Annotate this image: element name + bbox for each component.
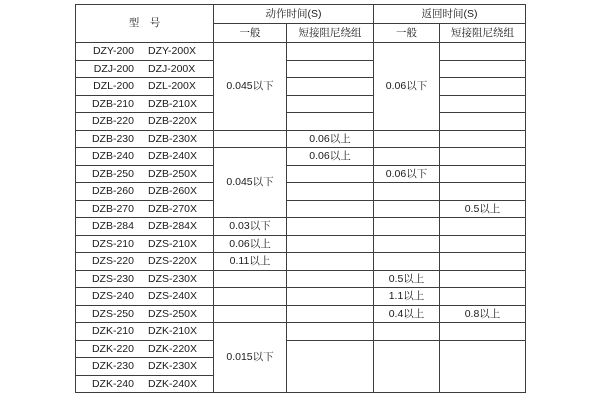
model-variant: DZS-250X — [147, 307, 198, 320]
return-general-cell — [374, 130, 440, 148]
model-base: DZS-250 — [91, 307, 134, 320]
return-general-cell — [374, 218, 440, 236]
table-row-dzs-250 — [76, 305, 526, 323]
model-cell — [76, 235, 214, 253]
return-general-cell — [374, 200, 440, 218]
model-base: DZK-240 — [91, 377, 134, 390]
return-general-cell — [374, 323, 440, 341]
action-damping-cell — [287, 43, 374, 61]
return-general-cell: 0.06以下 — [374, 165, 440, 183]
model-variant: DZB-230X — [147, 132, 198, 145]
model-base: DZB-270 — [91, 202, 134, 215]
return-general-cell — [374, 253, 440, 271]
action-damping-cell — [287, 60, 374, 78]
model-cell — [76, 200, 214, 218]
model-base: DZB-240 — [91, 150, 134, 162]
action-general-cell — [214, 288, 287, 306]
model-cell — [76, 130, 214, 148]
model-variant: DZK-220X — [147, 342, 198, 355]
action-damping-cell: 0.06以上 — [287, 130, 374, 148]
model-base: DZY-200 — [92, 45, 134, 57]
model-cell — [76, 218, 214, 236]
action-damping-cell — [287, 165, 374, 183]
return-general-cell — [374, 340, 440, 393]
model-cell — [76, 340, 214, 358]
action-damping-cell: 0.06以上 — [287, 148, 374, 166]
model-base: DZJ-200 — [93, 62, 134, 75]
table-row-dzl-200 — [76, 78, 526, 96]
table-row-dzb-220 — [76, 113, 526, 131]
header-action-time: 动作时间(S) — [214, 5, 374, 24]
header-model: 型 号 — [76, 5, 214, 43]
model-base: DZK-230 — [91, 360, 134, 372]
model-cell — [76, 288, 214, 306]
table-row-dzb-260 — [76, 183, 526, 201]
action-damping-cell — [287, 95, 374, 113]
model-base: DZL-200 — [93, 80, 134, 92]
return-damping-cell — [440, 78, 526, 96]
model-cell — [76, 358, 214, 376]
model-variant: DZB-210X — [147, 97, 198, 110]
table-row-dzb-284 — [76, 218, 526, 236]
model-cell — [76, 95, 214, 113]
model-base: DZS-220 — [91, 255, 134, 267]
return-general-cell — [374, 183, 440, 201]
action-damping-cell — [287, 113, 374, 131]
model-variant: DZK-210X — [147, 325, 198, 337]
model-variant: DZB-250X — [147, 167, 198, 180]
action-damping-cell — [287, 78, 374, 96]
model-cell — [76, 78, 214, 96]
model-variant: DZB-260X — [147, 185, 198, 197]
model-base: DZB-250 — [91, 167, 134, 180]
action-general-cell — [214, 305, 287, 323]
table-row-dzs-240 — [76, 288, 526, 306]
model-variant: DZB-284X — [147, 220, 198, 232]
model-base: DZB-220 — [91, 115, 134, 127]
model-variant: DZB-270X — [147, 202, 198, 215]
table-row-dzk-210 — [76, 323, 526, 341]
model-base: DZS-210 — [91, 237, 134, 250]
header-return-general: 一般 — [374, 24, 440, 43]
return-damping-cell — [440, 235, 526, 253]
return-damping-cell: 0.8以上 — [440, 305, 526, 323]
return-damping-cell — [440, 218, 526, 236]
model-cell — [76, 113, 214, 131]
header-return-damping: 短接阻尼绕组 — [440, 24, 526, 43]
action-damping-cell — [287, 340, 374, 393]
model-variant: DZJ-200X — [148, 62, 196, 75]
model-cell — [76, 183, 214, 201]
action-damping-cell — [287, 305, 374, 323]
return-general-cell — [374, 235, 440, 253]
model-base: DZB-284 — [91, 220, 134, 232]
table-row-dzj-200 — [76, 60, 526, 78]
action-damping-cell — [287, 235, 374, 253]
header-action-general: 一般 — [214, 24, 287, 43]
model-cell — [76, 270, 214, 288]
return-damping-cell — [440, 60, 526, 78]
return-damping-cell: 0.5以上 — [440, 200, 526, 218]
model-base: DZK-210 — [91, 325, 134, 337]
action-damping-cell — [287, 270, 374, 288]
table-row-dzk-220 — [76, 340, 526, 358]
model-base: DZS-240 — [91, 290, 134, 302]
return-damping-cell — [440, 288, 526, 306]
return-damping-cell — [440, 323, 526, 341]
model-variant: DZB-220X — [147, 115, 198, 127]
model-cell — [76, 375, 214, 393]
model-base: DZB-230 — [91, 132, 134, 145]
table-row-dzs-210 — [76, 235, 526, 253]
action-general-cell: 0.11以上 — [214, 253, 287, 271]
model-variant: DZB-240X — [147, 150, 198, 162]
action-damping-cell — [287, 218, 374, 236]
table-row-dzb-230 — [76, 130, 526, 148]
model-base: DZB-210 — [91, 97, 134, 110]
model-variant: DZS-210X — [147, 237, 198, 250]
return-damping-cell — [440, 148, 526, 166]
return-damping-cell — [440, 43, 526, 61]
header-action-damping: 短接阻尼绕组 — [287, 24, 374, 43]
return-damping-cell — [440, 113, 526, 131]
return-damping-cell — [440, 253, 526, 271]
model-cell — [76, 43, 214, 61]
model-cell — [76, 253, 214, 271]
return-general-cell — [374, 148, 440, 166]
action-general-cell: 0.045以下 — [214, 148, 287, 218]
model-variant: DZK-240X — [147, 377, 198, 390]
model-cell — [76, 323, 214, 341]
return-general-cell: 0.4以上 — [374, 305, 440, 323]
return-general-cell: 0.5以上 — [374, 270, 440, 288]
return-damping-cell — [440, 165, 526, 183]
action-general-cell: 0.015以下 — [214, 323, 287, 393]
table-row-dzb-240 — [76, 148, 526, 166]
table-row-dzs-230 — [76, 270, 526, 288]
action-damping-cell — [287, 200, 374, 218]
header-row-groups — [76, 5, 526, 24]
model-variant: DZS-220X — [147, 255, 198, 267]
action-damping-cell — [287, 288, 374, 306]
return-damping-cell — [440, 183, 526, 201]
model-cell — [76, 305, 214, 323]
action-damping-cell — [287, 253, 374, 271]
action-general-cell: 0.045以下 — [214, 43, 287, 131]
model-variant: DZS-240X — [147, 290, 198, 302]
table-row-dzb-270 — [76, 200, 526, 218]
table-row-dzb-250 — [76, 165, 526, 183]
model-variant: DZK-230X — [147, 360, 198, 372]
model-base: DZK-220 — [91, 342, 134, 355]
relay-spec-table — [75, 4, 526, 393]
header-return-time: 返回时间(S) — [374, 5, 526, 24]
action-general-cell — [214, 130, 287, 148]
model-variant: DZY-200X — [148, 45, 197, 57]
action-damping-cell — [287, 323, 374, 341]
model-variant: DZS-230X — [147, 272, 198, 285]
return-damping-cell — [440, 130, 526, 148]
model-base: DZS-230 — [91, 272, 134, 285]
model-cell — [76, 60, 214, 78]
table-row-dzs-220 — [76, 253, 526, 271]
model-cell — [76, 165, 214, 183]
table-row-dzy-200 — [76, 43, 526, 61]
return-damping-cell — [440, 95, 526, 113]
return-general-cell: 1.1以上 — [374, 288, 440, 306]
model-cell — [76, 148, 214, 166]
model-base: DZB-260 — [91, 185, 134, 197]
action-general-cell: 0.06以上 — [214, 235, 287, 253]
return-damping-cell — [440, 340, 526, 393]
action-damping-cell — [287, 183, 374, 201]
return-damping-cell — [440, 270, 526, 288]
action-general-cell — [214, 270, 287, 288]
return-general-cell: 0.06以下 — [374, 43, 440, 131]
action-general-cell: 0.03以下 — [214, 218, 287, 236]
model-variant: DZL-200X — [148, 80, 196, 92]
table-row-dzb-210 — [76, 95, 526, 113]
